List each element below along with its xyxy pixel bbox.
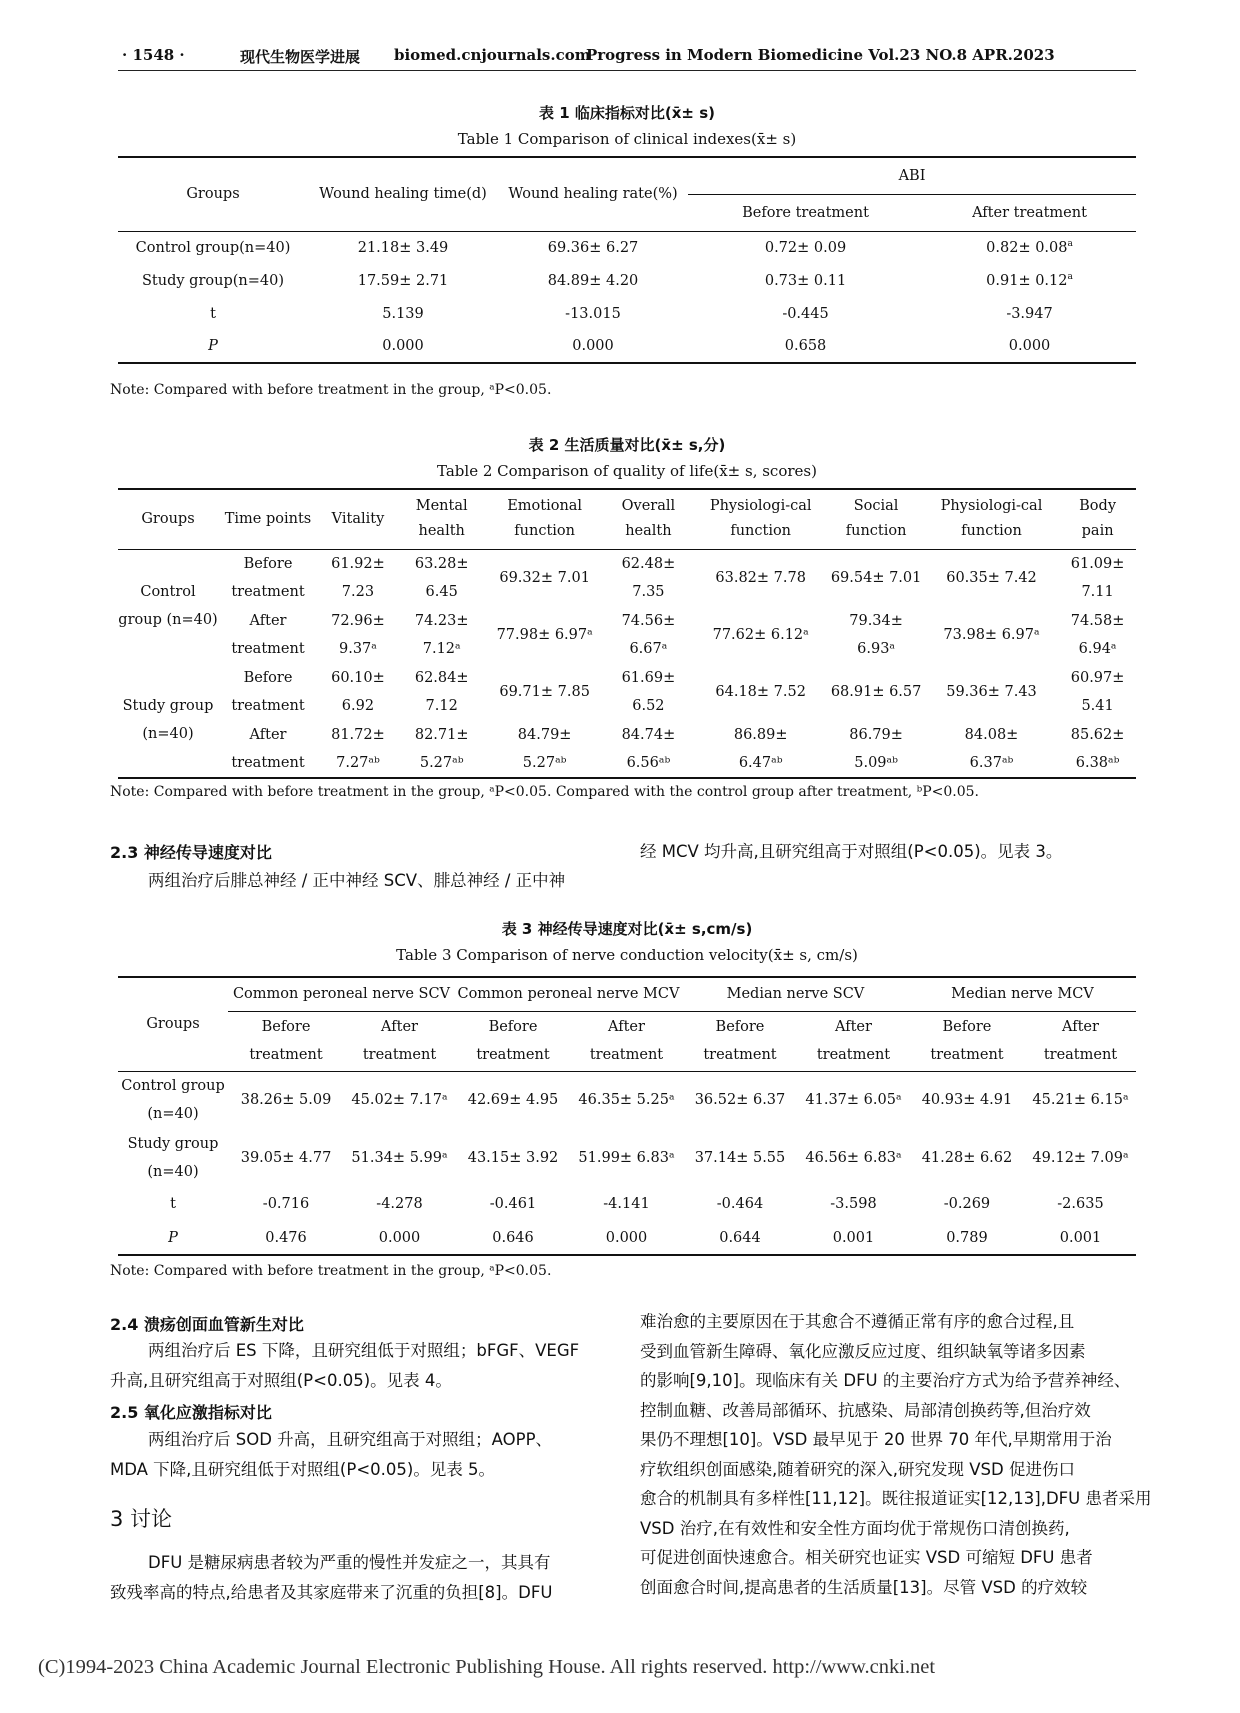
cell [604,720,693,778]
t3-subheader-cell: Before treatment [703,1019,777,1063]
cell: 5.139 [382,305,424,322]
cell: 0.000 [1008,338,1051,354]
cell: 45.21± 6.15ᵃ [1032,1092,1129,1109]
cell: -13.015 [565,305,621,322]
cell: P [208,338,218,354]
cell: 59.36± 7.43 [946,683,1037,700]
section-3-text-2: 致残率高的特点,给患者及其家庭带来了沉重的负担[8]。DFU [110,1583,553,1602]
cell-line: 6.47ᵃᵇ [738,754,783,771]
cell: 69.36± 6.27 [547,239,639,256]
cell: -0.269 [943,1196,991,1212]
table1-note: Note: Compared with before treatment in the group, ᵃP<0.05. [110,382,552,398]
t2-header-cell: Physiologi-cal function [709,498,812,540]
table-row [118,231,1136,264]
t3-h-groups: Groups [118,977,228,1071]
cell [485,720,603,778]
t2-control-label: Control group (n=40) [118,584,218,629]
t3-subheader-cell: Before treatment [930,1019,1004,1063]
paragraph-line: 创面愈合时间,提高患者的生活质量[13]。尽管 VSD 的疗效较 [640,1577,1088,1597]
cell [693,720,828,778]
cell-line: 81.72± [331,726,385,743]
cell: 74.58± 6.94ᵃ [1070,612,1125,657]
table-header-row [118,489,1136,549]
cell-line: 5.27ᵃᵇ [522,754,567,771]
cell: 62.48± 7.35 [621,555,676,600]
t3-h-group: Common peroneal nerve SCV [228,977,455,1011]
cell: t [210,305,216,322]
cell: -2.635 [1057,1196,1104,1212]
paragraph-line: 可促进创面快速愈合。相关研究也证实 VSD 可缩短 DFU 患者 [640,1548,1093,1567]
cell: -0.716 [262,1196,310,1212]
t1-h-abi: ABI [688,157,1136,194]
t2-study-label: Study group (n=40) [122,698,214,742]
cell: 0.001 [832,1229,875,1246]
paragraph-line: 果仍不理想[10]。VSD 最早见于 20 世界 70 年代,早期常用于治 [640,1430,1112,1449]
cell: 42.69± 4.95 [467,1092,559,1109]
cell: 0.658 [784,338,827,354]
cell: 79.34± 6.93ᵃ [849,612,903,657]
cell [1059,720,1136,778]
cell: 46.35± 5.25ᵃ [578,1092,675,1109]
t2-after: After treatment [231,726,305,771]
cell: 21.18± 3.49 [357,239,449,256]
cell: 0.000 [378,1229,421,1246]
t2-before: Before treatment [231,669,305,714]
cell: 40.93± 4.91 [921,1092,1013,1109]
cell-line: 6.37ᵃᵇ [969,754,1014,771]
cell: 0.72± 0.09 [764,239,847,256]
cell: 61.69± 6.52 [621,669,676,714]
section-2-5-text-1: 两组治疗后 SOD 升高，且研究组高于对照组；AOPP、 [148,1430,553,1449]
cell: 17.59± 2.71 [357,272,449,289]
t2-header-cell: Physiologi-cal function [940,498,1043,540]
table-row [118,1071,1136,1129]
cell: 0.73± 0.11 [764,272,847,289]
cell: 69.71± 7.85 [499,683,590,700]
section-3-title: 3 讨论 [110,1507,173,1531]
t2-after: After treatment [231,612,305,657]
section-2-5-title: 2.5 氧化应激指标对比 [110,1403,272,1422]
table-row [118,297,1136,330]
running-header [118,40,1136,71]
t2-header-cell: Body pain [1079,498,1117,540]
cell: -4.278 [376,1196,423,1212]
cell: 61.09± 7.11 [1070,555,1125,600]
table-row [118,720,1136,778]
cell-line: 5.27ᵃᵇ [419,754,464,771]
cell: Control group(n=40) [135,239,291,256]
t1-h-groups: Groups [118,157,308,231]
section-2-3-text-left: 两组治疗后腓总神经 / 正中神经 SCV、腓总神经 / 正中神 [148,871,566,890]
cell: 63.82± 7.78 [715,569,806,586]
cell: 72.96± 9.37ᵃ [331,612,385,657]
t3-subheader-cell: Before treatment [249,1019,323,1063]
cell: 60.10± 6.92 [331,669,385,714]
cell: -4.141 [603,1196,650,1212]
cell: 69.54± 7.01 [830,569,922,586]
table-row [118,330,1136,363]
t2-header-cell: Overall health [621,498,676,540]
cell: 43.15± 3.92 [467,1150,559,1166]
cell: 36.52± 6.37 [694,1092,786,1109]
cell: 0.789 [946,1229,988,1246]
cell: 63.28± 6.45 [414,555,469,600]
cell-line: 84.74± [621,726,676,743]
t1-h-whr: Wound healing rate(%) [498,157,688,231]
t3-subheader-cell: Before treatment [476,1019,550,1063]
section-2-4-title: 2.4 溃疡创面血管新生对比 [110,1315,304,1334]
cell: 60.35± 7.42 [946,569,1037,586]
t3-subheader-cell: After treatment [362,1019,437,1063]
t2-header-cell: Emotional function [507,498,583,540]
cell-value: 0.82± 0.08 [986,240,1068,257]
section-2-3-title: 2.3 神经传导速度对比 [110,843,272,862]
t3-subheader-cell: After treatment [816,1019,891,1063]
cell: 38.26± 5.09 [240,1092,332,1109]
cell-line: 5.09ᵃᵇ [854,754,898,771]
cell: 64.18± 7.52 [715,683,806,700]
section-2-5-text-2: MDA 下降,且研究组低于对照组(P<0.05)。见表 5。 [110,1460,496,1479]
t2-before: Before treatment [231,555,305,600]
paragraph-line: 难治愈的主要原因在于其愈合不遵循正常有序的愈合过程,且 [640,1312,1075,1331]
cell [923,264,1136,297]
paragraph-line: 受到血管新生障碍、氧化应激反应过度、组织缺氧等诸多因素 [640,1341,1086,1361]
cell: 51.34± 5.99ᵃ [351,1150,448,1166]
t3-row-label: t [170,1196,176,1212]
cell-line: 86.89± [733,726,788,743]
cell: 41.37± 6.05ᵃ [805,1092,902,1109]
cell: 69.32± 7.01 [499,569,590,586]
cell-line: 7.27ᵃᵇ [336,754,380,771]
table-row [118,1129,1136,1187]
table-row [118,1187,1136,1221]
cell: 0.000 [382,338,424,354]
t2-header-cell: Mental health [415,498,468,540]
section-2-4-text-2: 升高,且研究组高于对照组(P<0.05)。见表 4。 [110,1371,452,1390]
table2 [118,488,1136,779]
t3-h-group: Median nerve MCV [909,977,1136,1011]
t3-row-label: P [168,1229,178,1246]
copyright-footer: (C)1994-2023 China Academic Journal Electronic Publishing House. All rights reserved. http://www.cnki.net [38,1656,936,1678]
cell: 0.644 [719,1229,761,1246]
cell: -3.947 [1006,305,1053,322]
cell-line: 82.71± [414,726,469,743]
journal-name-cn: 现代生物医学进展 [240,48,361,66]
section-3-text-1: DFU 是糖尿病患者较为严重的慢性并发症之一，其具有 [148,1553,551,1572]
table1-caption-en: Table 1 Comparison of clinical indexes(x̄± s) [457,130,797,148]
table2-caption-cn: 表 2 生活质量对比(x̄± s,分) [528,436,726,454]
section-2-3-text-right: 经 MCV 均升高,且研究组高于对照组(P<0.05)。见表 3。 [640,842,1063,861]
page-number: · 1548 · [122,46,185,64]
cell: 74.23± 7.12ᵃ [414,612,469,657]
cell: -0.461 [489,1196,537,1212]
table-header-row [118,1011,1136,1071]
paragraph-line: VSD 治疗,在有效性和安全性方面均优于常规伤口清创换药, [640,1518,1070,1538]
cell [318,720,398,778]
cell: 60.97± 5.41 [1070,669,1125,714]
cell-line: 6.38ᵃᵇ [1075,754,1120,771]
paragraph-line: 控制血糖、改善局部循环、抗感染、局部清创换药等,但治疗效 [640,1400,1091,1420]
t1-h-before: Before treatment [742,204,869,221]
cell: 39.05± 4.77 [240,1150,332,1166]
cell: 51.99± 6.83ᵃ [578,1150,675,1166]
table-row [118,663,1136,720]
t3-row-label: Study group (n=40) [127,1136,219,1180]
cell-sup: a [1067,272,1073,283]
cell: 74.56± 6.67ᵃ [621,612,676,657]
cell: 0.000 [572,338,614,354]
cell: 62.84± 7.12 [414,669,469,714]
table-row [118,1221,1136,1255]
table2-caption-en: Table 2 Comparison of quality of life(x̄± s, scores) [437,462,817,480]
cell: 49.12± 7.09ᵃ [1032,1150,1129,1166]
cell-value: 0.91± 0.12 [986,272,1068,289]
table3-note: Note: Compared with before treatment in the group, ᵃP<0.05. [110,1263,552,1279]
journal-site: biomed.cnjournals.com [394,46,591,64]
cell: 61.92± 7.23 [331,555,385,600]
cell [923,231,1136,264]
t3-h-group: Common peroneal nerve MCV [455,977,682,1011]
table1-caption-cn: 表 1 临床指标对比(x̄± s) [539,104,715,122]
t2-header-cell: Time points [224,510,312,527]
paragraph-line: 愈合的机制具有多样性[11,12]。既往报道证实[12,13],DFU 患者采用 [640,1489,1152,1508]
cell-line: 86.79± [849,726,903,743]
t1-h-wht: Wound healing time(d) [308,157,498,231]
cell: 68.91± 6.57 [830,683,922,700]
cell: 45.02± 7.17ᵃ [351,1092,448,1109]
table-row [118,606,1136,663]
cell-line: 84.08± [964,726,1019,743]
table2-note: Note: Compared with before treatment in the group, ᵃP<0.05. Compared with the control group after treatment, ᵇP<0.05. [110,784,979,800]
cell: 0.476 [265,1229,307,1246]
cell [828,720,923,778]
t3-row-label: Control group (n=40) [121,1078,225,1123]
t2-header-cell: Social function [845,498,907,540]
table3-caption-cn: 表 3 神经传导速度对比(x̄± s,cm/s) [501,920,753,938]
t2-header-cell: Vitality [331,510,385,527]
cell: 77.98± 6.97ᵃ [496,626,593,643]
t2-header-cell: Groups [141,510,195,527]
cell: 0.646 [492,1229,534,1246]
t3-subheader-cell: After treatment [1043,1019,1118,1063]
cell: 46.56± 6.83ᵃ [805,1150,902,1166]
cell: 41.28± 6.62 [921,1150,1013,1166]
table3-caption-en: Table 3 Comparison of nerve conduction velocity(x̄± s, cm/s) [396,946,858,964]
cell: -0.445 [782,305,829,322]
cell: 73.98± 6.97ᵃ [943,626,1040,643]
table1 [118,156,1136,364]
cell [398,720,486,778]
cell: 0.001 [1059,1229,1102,1246]
table-row [118,549,1136,606]
t3-subheader-cell: After treatment [589,1019,664,1063]
cell: 84.89± 4.20 [547,272,639,289]
cell: Study group(n=40) [142,272,284,289]
cell: 0.000 [605,1229,648,1246]
cell [924,720,1059,778]
paragraph-line: 的影响[9,10]。现临床有关 DFU 的主要治疗方式为给予营养神经、 [640,1371,1131,1390]
section-2-4-text-1: 两组治疗后 ES 下降，且研究组低于对照组；bFGF、VEGF [148,1341,580,1360]
cell-sup: a [1067,239,1073,250]
cell: 77.62± 6.12ᵃ [712,626,809,643]
right-column-text [640,1307,1152,1602]
t1-h-after: After treatment [972,204,1087,221]
cell-line: 6.56ᵃᵇ [626,754,671,771]
t3-h-group: Median nerve SCV [682,977,909,1011]
journal-name-en: Progress in Modern Biomedicine Vol.23 NO.8 APR.2023 [586,46,1055,64]
table-row [118,264,1136,297]
cell-line: 84.79± [517,726,572,743]
cell: -0.464 [716,1196,764,1212]
cell: 37.14± 5.55 [694,1150,786,1166]
cell: -3.598 [830,1196,877,1212]
cell-line: 85.62± [1070,726,1125,743]
paragraph-line: 疗软组织创面感染,随着研究的深入,研究发现 VSD 促进伤口 [640,1459,1075,1479]
table3 [118,976,1136,1256]
